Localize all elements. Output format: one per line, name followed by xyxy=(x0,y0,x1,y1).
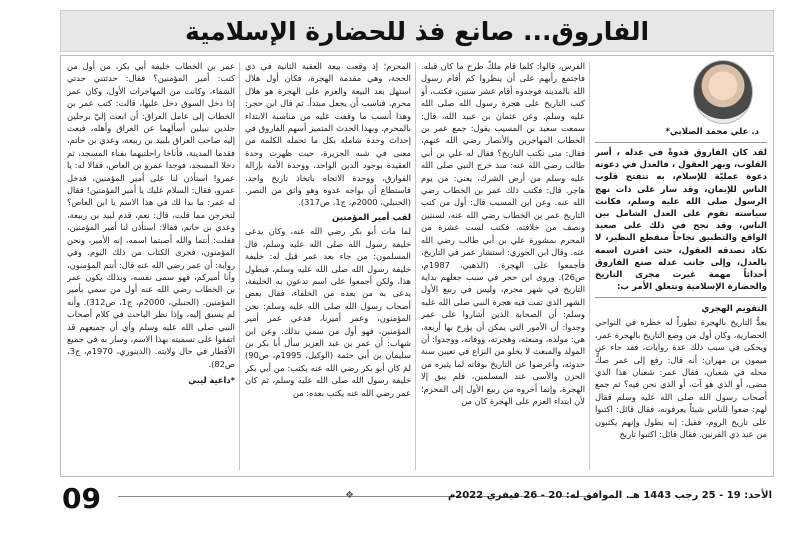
column-divider xyxy=(589,62,590,470)
issue-date: الأحد: 19 - 25 رجب 1443 هـ. الموافق له: 20 - 26 فيفري 2022م xyxy=(447,490,772,501)
column-3 xyxy=(245,60,411,472)
author-signature: *داعية ليبي xyxy=(188,375,235,386)
author-photo xyxy=(693,60,753,124)
article-frame xyxy=(60,55,774,477)
page-number: 09 xyxy=(62,482,101,515)
author-box xyxy=(595,60,767,138)
column-1 xyxy=(595,60,767,472)
column-2-paragraph: الفرس، قالوا: كلما قام ملكٌ طرح ما كان قبله. فاجتمع رأيهم على أن ينظروا كم أقام رسول الله بالمدينة فوجدوه أقام عشر سنين، فكتب، أو كتب التاريخ على هجرة رسول الله صلى الله عليه وسلم. وعن عثمان بن عبيد الله، قال: سمعت سعيد بن المسيب يقول: جمع عمر بن الخطاب المهاجرين والأنصار رضي الله عنهم، فقال: متى نكتب التاريخ؟ فقال له علي بن أبي طالب رضي الله عنه: منذ خرج النبي صلى الله عليه وسلم من أرض الشرك، يعني: من يوم هاجر. قال: فكتب ذلك عمر بن الخطاب رضي الله عنه. وعن ابن المسيب قال: أول من كتب التاريخ عمر بن الخطاب رضي الله عنه، لسنتين ونصف من خلافته، فكتب لست عشرة من المحرم بمشورة علي بن أبي طالب رضي الله عنه. وقال ابن الجوزي: استشار عمر في التاريخ، فأجمعوا على الهجرة. (الذهبي، 1987م، ص26). وروى ابن حجر في سبب جعلهم بداية التاريخ في شهر محرم، وليس في ربيع الأول الشهر الذي تمت فيه هجرة النبي صلى الله عليه وسلم: أن الصحابة الذين أشاروا على عمر وجدوا: أن الأمور التي يمكن أن يؤرخ بها أربعة، هي: مولده، ومبعثه، وهجرته، ووفاته، ووجدوا: أن المولد والمبعث لا يخلو من النزاع في تعيين سنة حدوثه، وأعرضوا عن التاريخ بوفاته لما يثيره من الحزن والأسى عند المسلمين، فلم يبق إلا الهجرة، وإنما أخروه من ربيع الأول إلى المحرم؛ لأن ابتداء العزم على الهجرة كان من xyxy=(421,61,585,406)
intro-paragraph: لقد كان الفاروق قدوةً في عدله ، أسر القلوب، وبهر العقول ، فالعدل في دعوته دعوة عمليّة للإسلام، به تتفتح قلوب الناس للإيمان، وقد سار على ذات نهج الرسول صلى الله عليه وسلم، فكانت سياسته تقوم على العدل الشامل بين الناس، وقد نجح في ذلك على صعيد الواقع والتطبيق نجاحاً منقطع النظير، لا تكاد تصدقه العقول، حتى اقترن اسمه بالعدل، وإلى جانب عدله صنع الفاروق أحداثاً مهمة غيرت مجرى التاريخ والحضارة الإسلامية وتتعلق الأمر ب: xyxy=(595,142,767,298)
calendar-paragraph: يعدُّ التاريخ بالهجرة تطوراً له خطره في النواحي الحضارية، وكان أول من وضع التاريخ بالهجرة عمر، ويحكى في سبب ذلك عدة روايات، فقد جاء عن ميمون بن مهران: أنه قال: رفع إلى عمر صكٌّ محله في شعبان، فقال عمر: شعبان هذا الذي مضى، أو الذي هو آت، أو الذي نحن فيه؟ ثم جمع أصحاب رسول الله صلى الله عليه وسلم فقال لهم: ضعوا للناس شيئاً يعرفونه، فقال قائل: اكتبوا على تاريخ الروم، فقيل: إنه يطول وإنهم يكتبون من عند ذي القرنين. فقال قائل: اكتبوا تاريخ xyxy=(595,317,767,440)
article-title: الفاروق... صانع فذ للحضارة الإسلامية xyxy=(184,16,650,46)
column-divider xyxy=(415,62,416,470)
title-bar xyxy=(60,10,774,52)
column-3-paragraph-2: لما مات أبو بكر رضي الله عنه، وكان يدعى خليفة رسول الله صلى الله عليه وسلم، قال المسلمون: من جاء بعد عمر قيل له: خليفة خليفة رسول الله صلى الله عليه وسلم، فيطول هذا، ولكن أجمعوا على اسم تدعون به الخليفة، يدعى به من بعده من الخلفاء، فقال بعض أصحاب رسول الله صلى الله عليه وسلم: نحن المؤمنون، وعمر أميرنا، فدعي عمر أمير المؤمنين، فهو أول من سمي بذلك. وعن ابن شهاب: أن عمر بن عبد العزيز سأل أبا بكر بن سليمان بن أبي حثمة (الوكيل، 1995م، ص90) لمَ كان أبو بكر رضي الله عنه يكتب: من أبي بكر خليفة رسول الله صلى الله عليه وسلم، ثم كان عمر رضي الله عنه يكتب بعده: من xyxy=(245,226,411,398)
column-4-paragraph: عمر بن الخطاب خليفة أبي بكر، من أول من كتب: أمير المؤمنين؟ فقال: حدثتني جدتي الشفاء، وكانت من المهاجرات الأول، وكان عمر إذا دخل السوق دخل عليها، قالت: كتب عمر بن الخطاب إلى عامل العراق: أن ابعث إليّ برجلين جلدين نبيلين أسألهما عن العراق وأهله، فبعث إليه صاحب العراق بلبيد بن ربيعة، وعدي بن حاتم، فقدما المدينة، فأناخا راحلتيهما بفناء المسجد، ثم دخلا المسجد، فوجدا عمرو بن العاص، فقالا له: يا عمرو! استأذن لنا على أمير المؤمنين، فدخل عمرو، فقال: السلام عليك يا أمير المؤمنين! فقال له عمر: ما بدا لك في هذا الاسم يا ابن العاص؟ لتخرجن مما قلت، قال: نعم، قدم لبيد بن ربيعة، وعدي بن حاتم، فقالا: استأذن لنا أمير المؤمنين، فقلت: أنتما والله أصبتما اسمه، إنه الأمير، ونحن المؤمنون، فجرى الكتاب من ذلك اليوم. وفي رواية: أن عمر رضي الله عنه قال: أنتم المؤمنون، وأنا أميركم، فهو سمى نفسه، وبذلك يكون عمر بن الخطاب رضي الله عنه أول من سمي بأمير المؤمنين. (الحنبلي، 2000م، ج1، ص312). وأنه لم يسبق إليه، وإذا نظر الباحث في كلام أصحاب النبي صلى الله عليه وسلم وأي أن جميعهم قد اتفقوا على تسميته بهذا الاسم، وسار به في جميع الأقطار في حال ولايته. (الدينوري، 1970م، ج3، ص82). xyxy=(67,61,235,369)
column-divider xyxy=(239,62,240,470)
column-4 xyxy=(67,60,235,472)
column-2 xyxy=(421,60,585,472)
column-1-body xyxy=(595,300,767,472)
subhead-title: لقب أمير المؤمنين xyxy=(331,212,411,223)
footer-ornament: ❖ xyxy=(345,490,354,501)
author-name: د. علي محمد الصلابي* xyxy=(665,127,759,137)
subhead-calendar: التقويم الهجري xyxy=(701,304,767,314)
column-3-paragraph: المحرم؛ إذ وقعت بيعة العقبة الثانية في ذي الحجة، وهي مقدمة الهجرة، فكان أول هلال استهل بعد البيعة والعزم على الهجرة هو هلال محرم، فناسب أن يجعل مبتدأ. ثم قال ابن حجر: وهذا أنسب ما وقفت عليه من مناسبة الابتداء بالمحرم. وبهذا الحدث المتميز أسهم الفاروق في إحداث وحدة شاملة بكل ما تحمله الكلمة من معنى في شبه الجزيرة، حيث ظهرت وحدة العقيدة بوجود الدين الواحد، ووحدة الأمة بإزالة الفوارق، ووحدة الاتجاه باتخاذ تاريخ واحد، فاستطاع أن يواجه عدوه وهو واثق من النصر. (الحنبلي، 2000م، ج1، ص317). xyxy=(245,61,411,208)
